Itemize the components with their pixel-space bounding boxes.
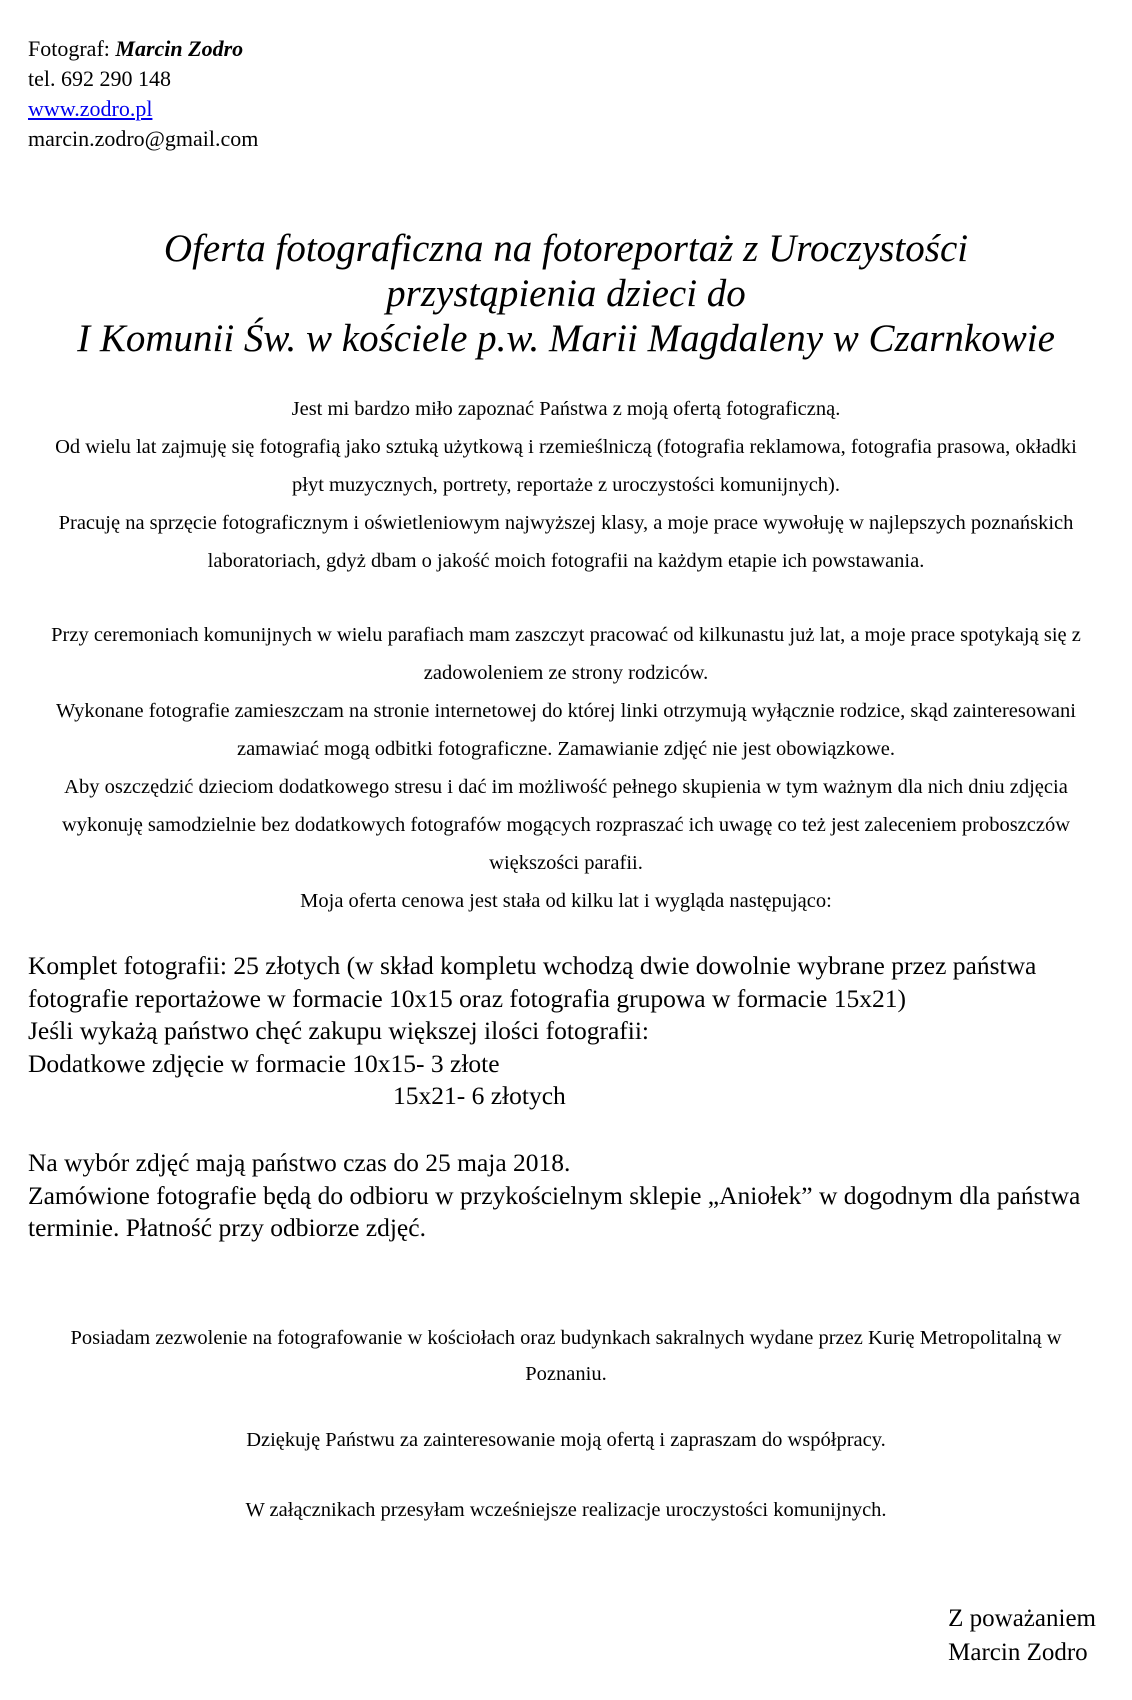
email-address: marcin.zodro@gmail.com — [28, 126, 259, 151]
signature-greeting: Z poważaniem — [948, 1605, 1096, 1632]
extra-price-15x21: 15x21- 6 złotych — [393, 1081, 566, 1111]
intro-ceremonies: Przy ceremoniach komunijnych w wielu parafiach mam zaszczyt pracować od kilkunastu już lat, a moje prace spotykają się z zadowoleniem ze strony rodziców. — [51, 624, 1081, 684]
photographer-name: Marcin Zodro — [115, 36, 244, 61]
intro-online-gallery: Wykonane fotografie zamieszczam na stronie internetowej do której linki otrzymują wyłącznie rodzice, skąd zainteresowani zamawiać mogą odbitki fotograficzne. Zamawianie zdjęć nie jest obowiązkowe. — [56, 700, 1076, 760]
closing-section — [40, 1320, 1092, 1528]
website-link[interactable]: www.zodro.pl — [28, 96, 153, 121]
phone-number: tel. 692 290 148 — [28, 66, 171, 91]
pricing-section — [28, 950, 1108, 1245]
selection-deadline: Na wybór zdjęć mają państwo czas do 25 maja 2018. — [28, 1147, 571, 1177]
signature-name: Marcin Zodro — [948, 1639, 1088, 1666]
intro-no-extra-photographers: Aby oszczędzić dzieciom dodatkowego stresu i dać im możliwość pełnego skupienia w tym ważnym dla nich dniu zdjęcia wykonuję samodzielnie bez dodatkowych fotografów mogących rozpraszać ich uwagę co też jest zaleceniem proboszczów większości parafii. — [61, 776, 1071, 874]
intro-pricing-lead: Moja oferta cenowa jest stała od kilku lat i wygląda następująco: — [300, 890, 832, 912]
photographer-line — [28, 34, 258, 64]
intro-equipment: Pracuję na sprzęcie fotograficznym i oświetleniowym najwyższej klasy, a moje prace wywołuję w najlepszych poznańskich laboratoriach, gdyż dbam o jakość moich fotografii na każdym etapie ich powstawania. — [58, 512, 1074, 572]
extra-photos-intro: Jeśli wykażą państwo chęć zakupu większej ilości fotografii: — [28, 1016, 650, 1046]
title-line-2: przystąpienia dzieci do — [386, 272, 746, 315]
photographer-label: Fotograf: — [28, 36, 110, 61]
title-line-3: I Komunii Św. w kościele p.w. Marii Magdaleny w Czarnkowie — [77, 317, 1055, 360]
package-price: Komplet fotografii: 25 złotych (w skład kompletu wchodzą dwie dowolnie wybrane przez państwa fotografie reportażowe w formacie 10x15 oraz fotografia grupowa w formacie 15x21) — [28, 951, 1037, 1013]
title-line-1: Oferta fotograficzna na fotoreportaż z Uroczystości — [163, 227, 969, 270]
intro-experience: Od wielu lat zajmuję się fotografią jako sztuką użytkową i rzemieślniczą (fotografia reklamowa, fotografia prasowa, okładki płyt muzycznych, portrety, reportaże z uroczystości komunijnych). — [55, 436, 1077, 496]
pickup-info: Zamówione fotografie będą do odbioru w przykościelnym sklepie „Aniołek” w dogodnym dla państwa terminie. Płatność przy odbiorze zdjęć. — [28, 1180, 1081, 1243]
contact-header — [28, 34, 258, 154]
extra-price-10x15: Dodatkowe zdjęcie w formacie 10x15- 3 złote — [28, 1048, 500, 1078]
offer-title — [0, 226, 1132, 361]
permission-note: Posiadam zezwolenie na fotografowanie w kościołach oraz budynkach sakralnych wydane przez Kurię Metropolitalną w Poznaniu. — [70, 1327, 1062, 1385]
intro-greeting: Jest mi bardzo miło zapoznać Państwa z moją ofertą fotograficzną. — [291, 398, 841, 420]
intro-section — [40, 390, 1092, 920]
signature-block — [948, 1602, 1096, 1670]
thanks-note: Dziękuję Państwu za zainteresowanie moją ofertą i zapraszam do współpracy. — [246, 1429, 886, 1451]
attachments-note: W załącznikach przesyłam wcześniejsze realizacje uroczystości komunijnych. — [245, 1499, 887, 1521]
